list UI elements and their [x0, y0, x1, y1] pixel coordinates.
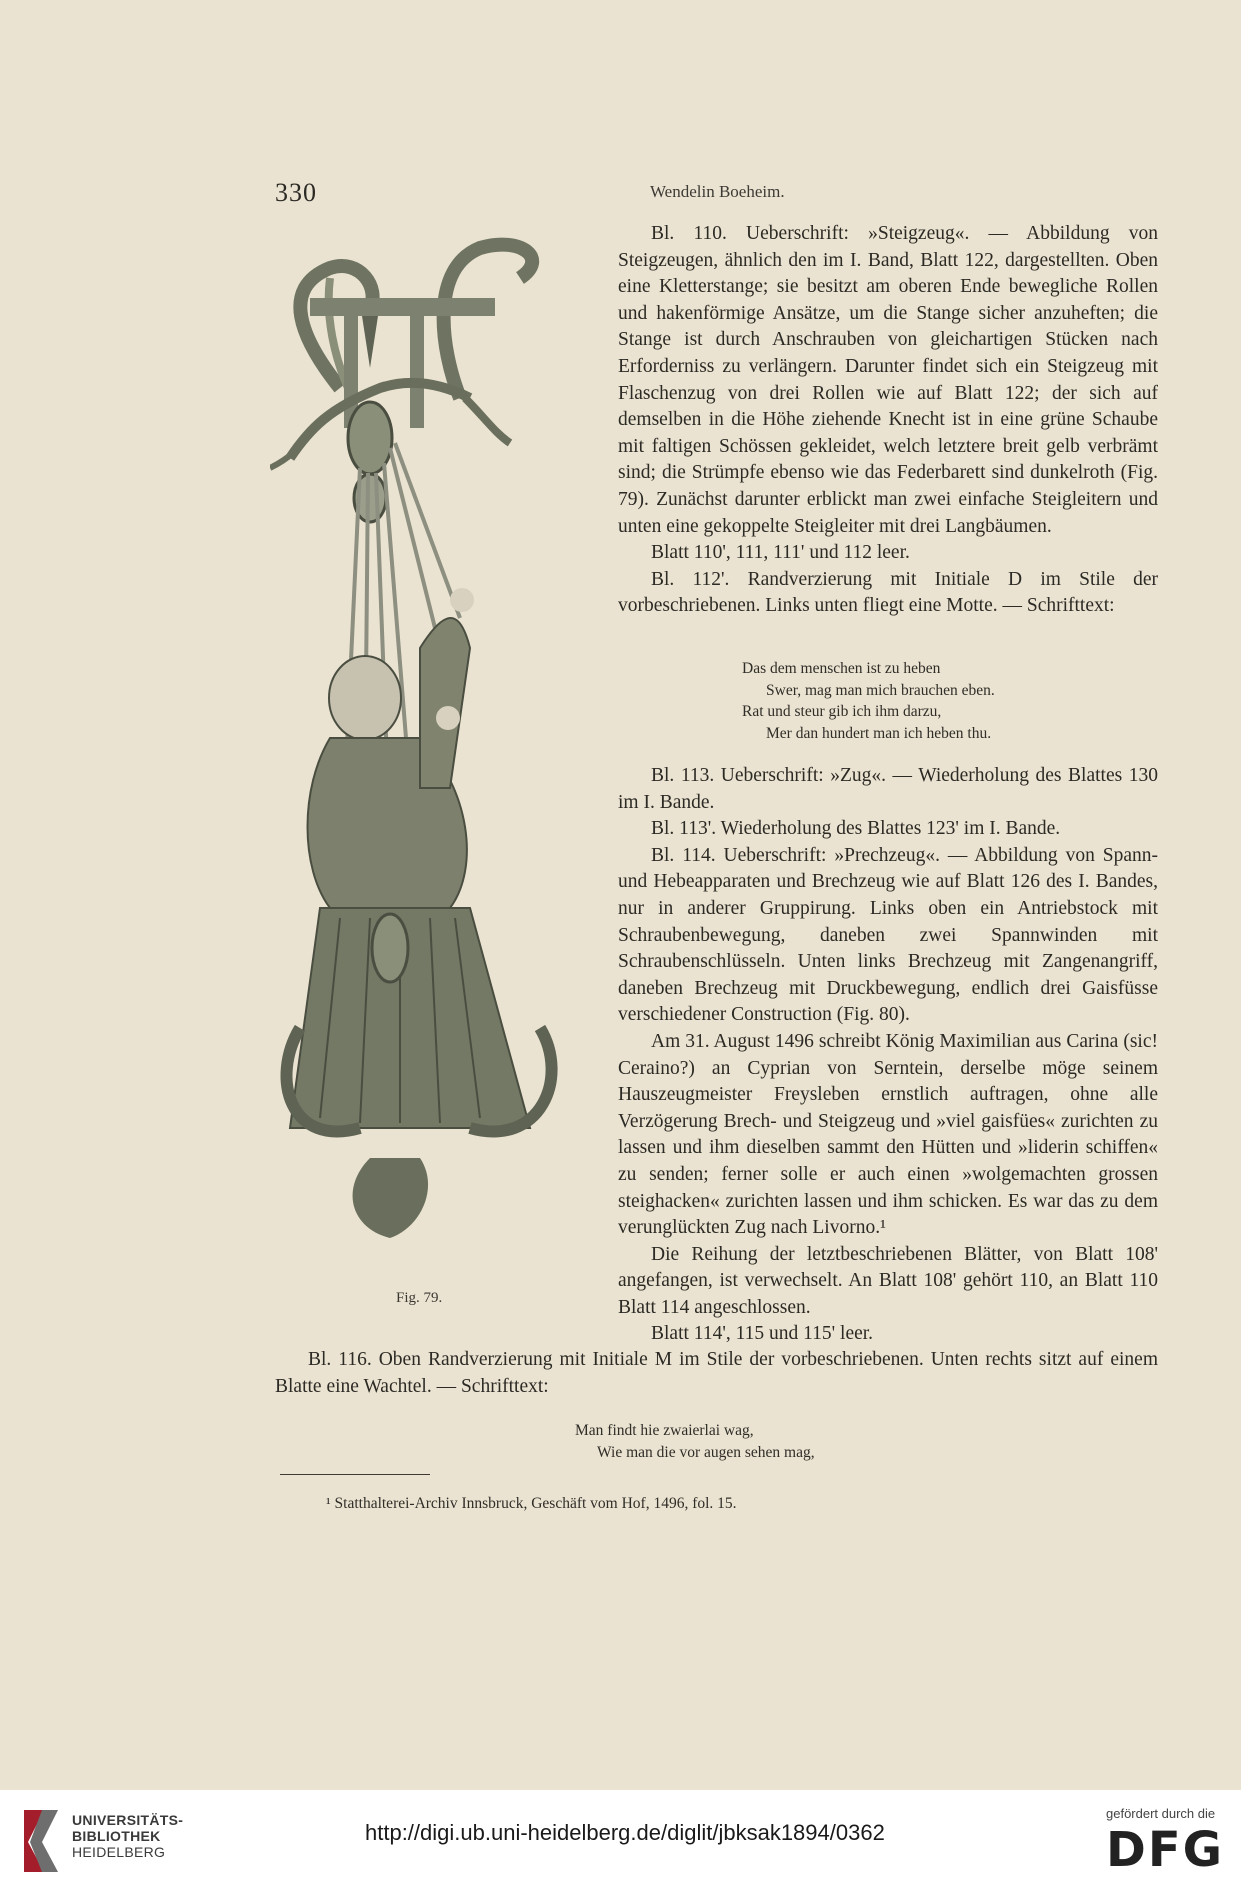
paragraph: Bl. 113'. Wiederholung des Blattes 123' im I. Bande. [651, 818, 1061, 840]
page-header [275, 178, 1160, 208]
paragraph: Blatt 110', 111, 111' und 112 leer. [651, 542, 910, 564]
figure-caption: Fig. 79. [396, 1290, 443, 1306]
right-column-text-2 [618, 763, 1158, 1348]
verse-line: Rat und steur gib ich ihm darzu, [742, 703, 942, 720]
page-number: 330 [275, 178, 317, 207]
footnote-rule [280, 1474, 430, 1475]
paragraph: Bl. 112'. Randverzierung mit Initiale D im Stile der vorbeschriebenen. Links unten fliegt eine Motte. — Schrifttext: [618, 568, 1158, 617]
verse-line: Mer dan hundert man ich heben thu. [766, 724, 992, 742]
climbing-tackle-illustration [270, 228, 610, 1278]
paragraph: Am 31. August 1496 schreibt König Maximilian aus Carina (sic! Ceraino?) an Cyprian von Serntein, derselbe möge seinem Hauszeugmeister Freysleben ernstlich auftragen, ohne alle Verzögerung Brech- und Steigzeug und »viel gaisfües« zurichten zu lassen und ihm dieselben sammt den Hütten und »liderin schiffen« zu senden; ferner solle er auch einen »wolgemachten grossen steighacken« zurichten lassen und ihm schicken. Es war das zu dem verunglückten Zug nach Livorno.¹ [618, 1030, 1158, 1239]
right-column-text-1 [618, 221, 1158, 620]
verse-line: Man findt hie zwaierlai wag, [575, 1422, 754, 1439]
verse-block-2 [575, 1420, 815, 1463]
paragraph: Bl. 110. Ueberschrift: »Steigzeug«. — Abbildung von Steigzeugen, ähnlich den im I. Band, Blatt 122, dargestellten. Oben eine Kletterstange; sie besitzt am oberen Ende bewegliche Rollen und hakenförmige Ansätze, um die Stange sicher anzuheften; die Stange ist durch Anschrauben von gleichartigen Stücken nach Erforderniss zu verlängern. Darunter findet sich ein Steigzeug mit Flaschenzug von drei Rollen wie auf Blatt 122; der sich auf demselben in die Höhe ziehende Knecht ist in eine grüne Schaube mit faltigen Schössen gekleidet, welch letztere breit gelb verbrämt sind; die Strümpfe ebenso wie das Federbarett sind dunkelroth (Fig. 79). Zunächst darunter erblickt man zwei einfache Steigleitern und unten eine gekoppelte Steigleiter mit drei Langbäumen. [618, 223, 1158, 537]
funded-by-label: gefördert durch die [1106, 1806, 1216, 1821]
verse-line: Swer, mag man mich brauchen eben. [766, 681, 995, 699]
paragraph: Blatt 114', 115 und 115' leer. [651, 1323, 874, 1345]
figure-79 [270, 228, 610, 1278]
dfg-logo: DFG [1106, 1822, 1225, 1878]
verse-block-1 [742, 658, 995, 744]
ub-heidelberg-logo-icon [20, 1802, 62, 1880]
paragraph: Bl. 116. Oben Randverzierung mit Initiale M im Stile der vorbeschriebenen. Unten rechts sitzt auf einem Blatte eine Wachtel. — Schrifttext: [275, 1349, 1158, 1397]
footnote: ¹ Statthalterei-Archiv Innsbruck, Geschäft vom Hof, 1496, fol. 15. [326, 1495, 737, 1512]
running-head: Wendelin Boeheim. [650, 182, 785, 201]
permalink-url[interactable]: http://digi.ub.uni-heidelberg.de/diglit/jbksak1894/0362 [365, 1820, 885, 1845]
full-width-text [275, 1347, 1158, 1400]
library-line: BIBLIOTHEK [72, 1828, 161, 1844]
viewer-footer [0, 1790, 1241, 1889]
paragraph: Bl. 113. Ueberschrift: »Zug«. — Wiederholung des Blattes 130 im I. Bande. [618, 765, 1158, 813]
library-line: UNIVERSITÄTS- [72, 1812, 184, 1828]
paragraph: Bl. 114. Ueberschrift: »Prechzeug«. — Abbildung von Spann- und Hebeapparaten und Brechzeug wie auf Blatt 126 des I. Bandes, nur in anderer Gruppirung. Links oben ein Antriebstock mit Schraubenbewegung, daneben zwei Spannwinden mit Schraubenschlüsseln. Unten links Brechzeug mit Zangenangriff, daneben Brechzeug mit Druckbewegung, endlich drei Gaisfüsse verschiedener Construction (Fig. 80). [618, 844, 1158, 1026]
library-name [72, 1812, 183, 1860]
verse-line: Wie man die vor augen sehen mag, [597, 1443, 815, 1461]
paragraph: Die Reihung der letztbeschriebenen Blätter, von Blatt 108' angefangen, ist verwechselt. An Blatt 108' gehört 110, an Blatt 110 Blatt 114 angeschlossen. [618, 1243, 1158, 1318]
library-line: HEIDELBERG [72, 1844, 166, 1860]
verse-line: Das dem menschen ist zu heben [742, 660, 941, 677]
